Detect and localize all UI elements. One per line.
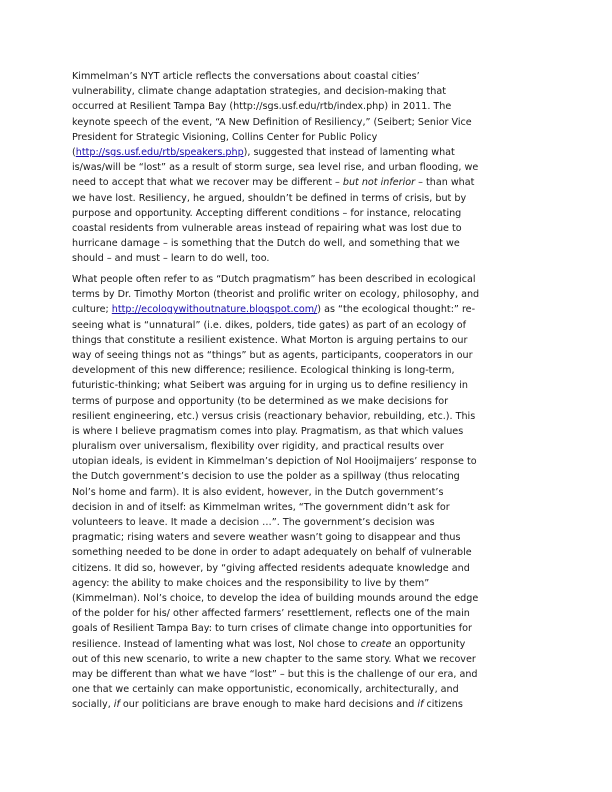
text-line: seeing what is “unnatural” (i.e. dikes, polders, tide gates) as part of an ecology of [72, 319, 467, 331]
text-line: agency: the ability to make choices and the responsibility to live by them” [72, 577, 430, 589]
text-line: need to accept that what we recover may be different – but not inferior – than what [72, 177, 475, 189]
text-line: pragmatic; rising waters and severe weather wasn’t going to disappear and thus [72, 532, 461, 544]
emphasis-text: if [417, 699, 424, 711]
paragraph-1 [72, 69, 544, 266]
text-line: socially, if our politicians are brave enough to make hard decisions and if citizens [72, 699, 463, 711]
text-line: futuristic-thinking; what Seibert was arguing for in urging us to define resiliency in [72, 380, 468, 392]
text-line: of the polder for his/ other affected farmers’ resettlement, reflects one of the main [72, 608, 470, 620]
text-line: keynote speech of the event, “A New Definition of Resiliency,” (Seibert; Senior Vice [72, 116, 472, 128]
text-line: purpose and opportunity. Accepting different conditions – for instance, relocating [72, 207, 462, 219]
inline-link[interactable]: http://sgs.usf.edu/rtb/speakers.php [75, 146, 244, 158]
text-line: resilience. Instead of lamenting what was lost, Nol chose to create an opportunity [72, 638, 466, 650]
text-line: What people often refer to as “Dutch pragmatism” has been described in ecological [72, 274, 476, 285]
text-line: is where I believe pragmatism comes into play. Pragmatism, as that which values [72, 425, 464, 437]
text-line: Kimmelman’s NYT article reflects the conversations about coastal cities’ [72, 71, 420, 82]
text-line: we have lost. Resiliency, he argued, shouldn’t be defined in terms of crisis, but by [72, 192, 467, 204]
text-line: development of this new difference; resilience. Ecological thinking is long-term, [72, 365, 455, 377]
text-line: President for Strategic Visioning, Collins Center for Public Policy [72, 131, 378, 143]
text-line: volunteers to leave. It made a decision …”. The government’s decision was [72, 517, 435, 528]
text-line: citizens. It did so, however, by “giving affected residents adequate knowledge and [72, 562, 470, 574]
text-line: utopian ideals, is evident in Kimmelman’s depiction of Nol Hooijmaijers’ response to [72, 456, 477, 468]
inline-link[interactable]: http://ecologywithoutnature.blogspot.com/ [111, 304, 318, 316]
text-line: decision in and of itself: as Kimmelman writes, “The government didn’t ask for [72, 501, 450, 513]
text-line: things that constitute a resilient existence. What Morton is arguing pertains to our [72, 334, 468, 346]
text-line: out of this new scenario, to write a new chapter to the same story. What we recover [72, 653, 476, 665]
text-line: something needed to be done in order to adapt adequately on behalf of vulnerable [72, 547, 472, 559]
text-line: resilient engineering, etc.) versus crisis (reactionary behavior, rebuilding, etc.). This [72, 410, 476, 422]
text-line: terms of purpose and opportunity (to be determined as we make decisions for [72, 395, 449, 407]
text-line: pluralism over universalism, flexibility over rigidity, and practical results over [72, 441, 444, 453]
text-line: hurricane damage – is something that the Dutch do well, and something that we [72, 238, 460, 250]
text-line: vulnerability, climate change adaptation strategies, and decision-making that [72, 86, 447, 98]
text-line: is/was/will be “lost” as a result of storm surge, sea level rise, and urban flooding, we [72, 162, 479, 174]
emphasis-text: but not inferior [342, 177, 416, 189]
text-line: may be different than what we have “lost” – but this is the challenge of our era, and [72, 668, 478, 680]
text-line: Nol’s home and farm). It is also evident, however, in the Dutch government’s [72, 486, 444, 498]
emphasis-text: if [113, 699, 120, 711]
text-line: terms by Dr. Timothy Morton (theorist and prolific writer on ecology, philosophy, and [72, 289, 480, 301]
text-line: (Kimmelman). Nol’s choice, to develop the idea of building mounds around the edge [72, 592, 479, 604]
text-line: culture; http://ecologywithoutnature.blogspot.com/) as “the ecological thought:” re- [72, 304, 476, 316]
text-line: one that we certainly can make opportunistic, economically, architecturally, and [72, 684, 459, 696]
text-line: (http://sgs.usf.edu/rtb/speakers.php), suggested that instead of lamenting what [72, 146, 455, 158]
text-line: should – and must – learn to do well, too. [72, 253, 270, 265]
text-line: goals of Resilient Tampa Bay: to turn crises of climate change into opportunities for [72, 623, 472, 635]
text-line: the Dutch government’s decision to use the polder as a spillway (thus relocating [72, 471, 460, 483]
paragraph-2 [72, 272, 544, 712]
text-line: occurred at Resilient Tampa Bay (http://sgs.usf.edu/rtb/index.php) in 2011. The [72, 101, 452, 113]
text-line: coastal residents from vulnerable areas instead of repairing what was lost due to [72, 222, 462, 234]
emphasis-text: create [360, 638, 392, 650]
text-line: way of seeing things not as “things” but as agents, participants, cooperators in our [72, 349, 473, 361]
